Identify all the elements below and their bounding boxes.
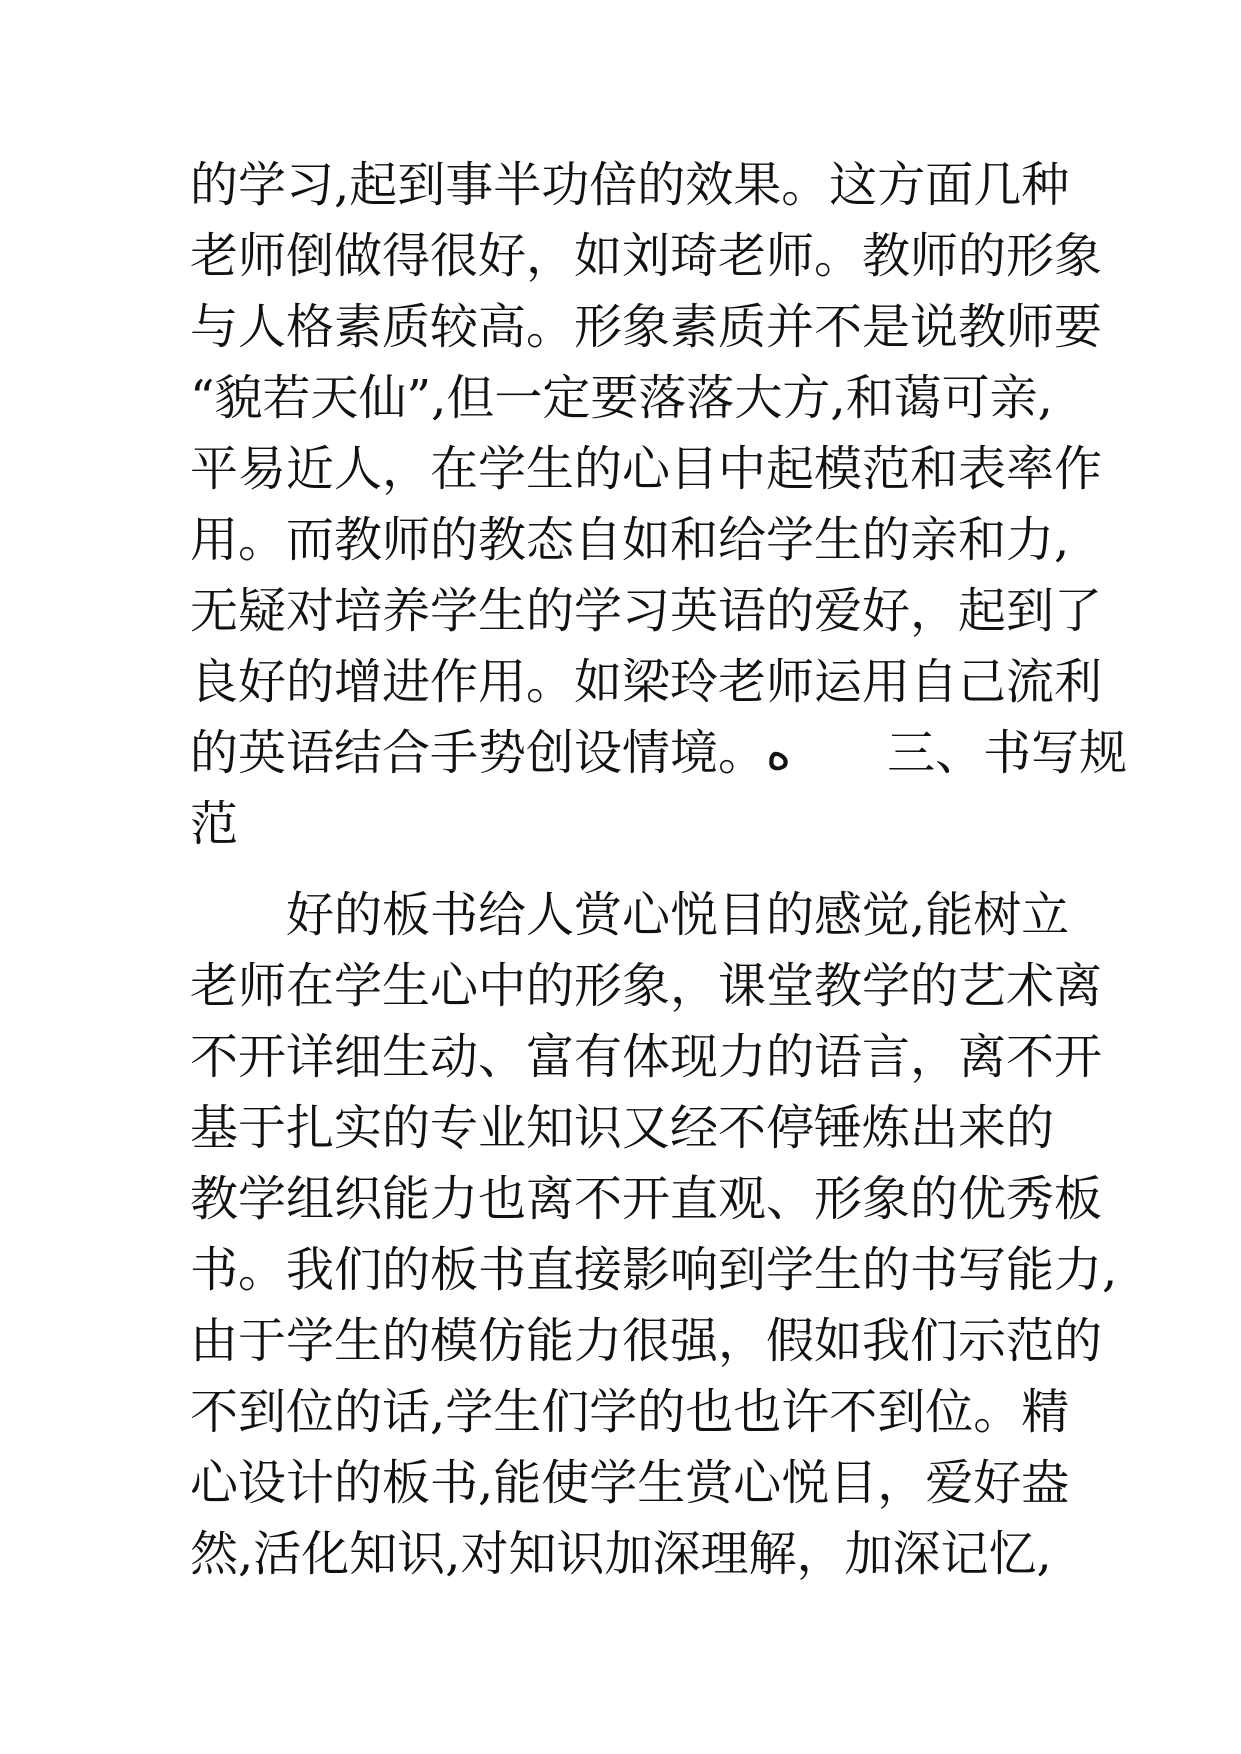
- text-line: 由于学生的模仿能力很强，假如我们示范的: [190, 1313, 1103, 1369]
- text-line: 老师在学生心中的形象，课堂教学的艺术离: [190, 958, 1103, 1014]
- text-line: 教学组织能力也离不开直观、形象的优秀板: [190, 1171, 1103, 1227]
- body-text: [190, 150, 1128, 1590]
- text-line: 好的板书给人赏心悦目的感觉,能树立: [190, 887, 1070, 943]
- text-line: 心设计的板书,能使学生赏心悦目，爱好盎: [190, 1455, 1070, 1511]
- text-line: 不到位的话,学生们学的也也许不到位。精: [190, 1384, 1070, 1440]
- text-line: 老师倒做得很好，如刘琦老师。教师的形象: [190, 228, 1103, 284]
- text-line: 与人格素质较高。形象素质并不是说教师要: [190, 299, 1103, 355]
- text-line: 不开详细生动、富有体现力的语言，离不开: [190, 1029, 1103, 1085]
- text-line: 范: [190, 796, 239, 852]
- paragraph-gap: [190, 860, 1070, 880]
- text-line: 无疑对培养学生的学习英语的爱好，起到了: [190, 583, 1103, 639]
- text-line: 基于扎实的专业知识又经不停锤炼出来的: [190, 1100, 1055, 1156]
- text-line: 的学习,起到事半功倍的效果。这方面几种: [190, 157, 1070, 213]
- text-line: 用。而教师的教态自如和给学生的亲和力,: [190, 512, 1070, 568]
- text-line: 的英语结合手势创设情境。ه 三、书写规: [190, 725, 1128, 781]
- text-line: “貌若天仙”,但一定要落落大方,和蔼可亲,: [190, 370, 1053, 426]
- text-line: 良好的增进作用。如梁玲老师运用自己流利: [190, 654, 1103, 710]
- text-line: 书。我们的板书直接影响到学生的书写能力,: [190, 1242, 1118, 1298]
- text-line: 平易近人，在学生的心目中起模范和表率作: [190, 441, 1103, 497]
- text-line: 然,活化知识,对知识加深理解，加深记忆,: [190, 1526, 1052, 1582]
